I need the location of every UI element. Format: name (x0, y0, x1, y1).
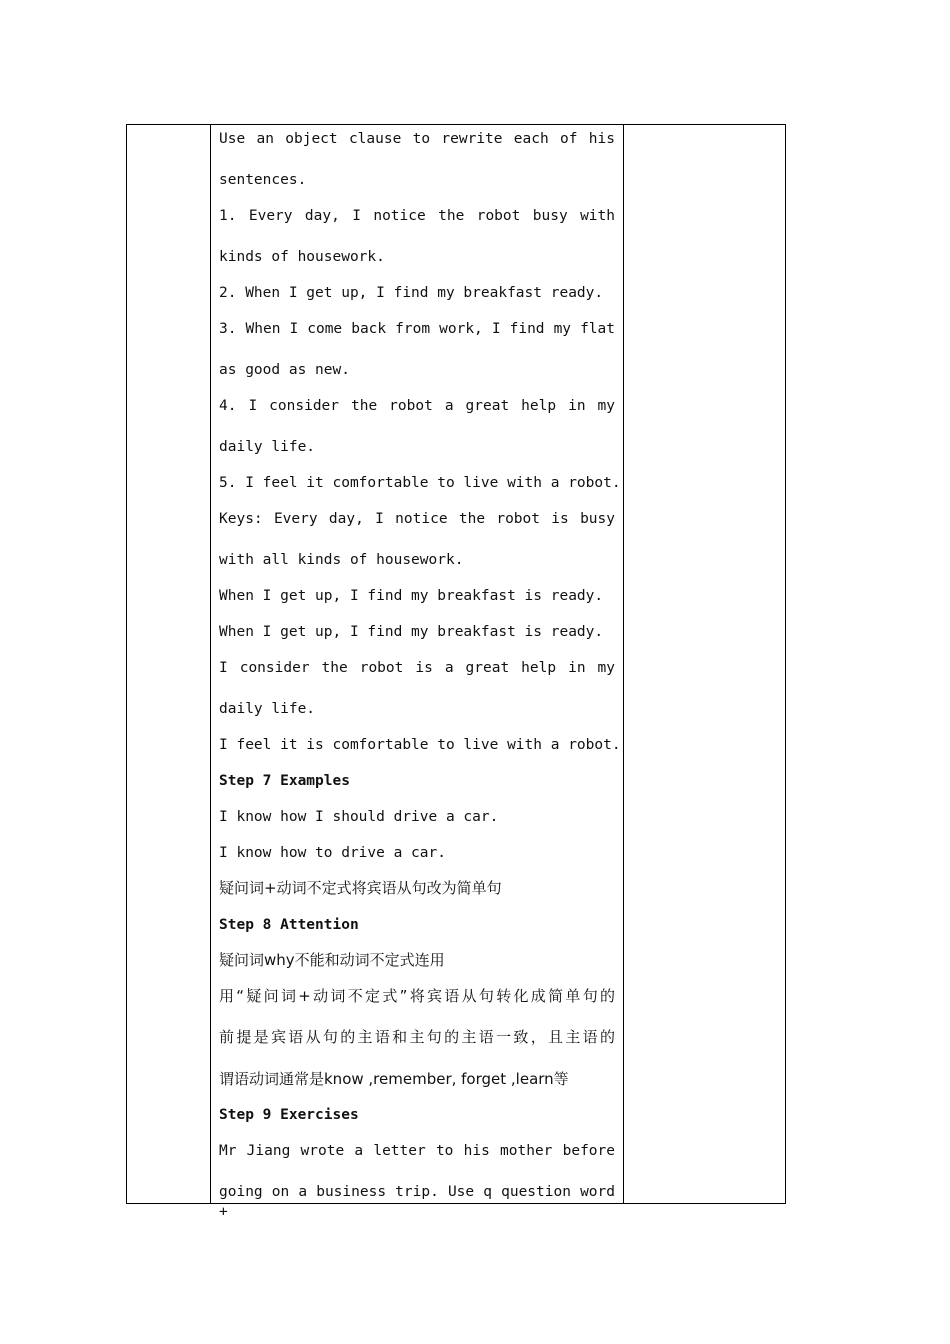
text-line: Mr Jiang wrote a letter to his mother before (219, 1143, 615, 1159)
text-line: daily life. (219, 701, 316, 717)
column-divider (623, 125, 624, 1203)
text-line: going on a business trip. Use q question word + (219, 1184, 615, 1220)
text-line: with all kinds of housework. (219, 552, 464, 568)
text-line: 前提是宾语从句的主语和主句的主语一致，且主语的 (219, 1028, 615, 1046)
text-line: I consider the robot is a great help in my (219, 660, 615, 676)
step-heading: Step 7 Examples (219, 773, 350, 789)
text-line: 疑问词+动词不定式将宾语从句改为简单句 (219, 879, 502, 897)
text-line: 用“疑问词+动词不定式”将宾语从句转化成简单句的 (219, 987, 615, 1005)
text-line: Use an object clause to rewrite each of his (219, 131, 615, 147)
text-line: daily life. (219, 439, 316, 455)
lesson-table (126, 124, 786, 1220)
text-line: as good as new. (219, 362, 350, 378)
text-line: Keys: Every day, I notice the robot is busy (219, 511, 615, 527)
step-heading: Step 9 Exercises (219, 1107, 359, 1123)
text-line: 疑问词why不能和动词不定式连用 (219, 951, 445, 969)
text-line: 4. I consider the robot a great help in my (219, 398, 615, 414)
text-line: I know how to drive a car. (219, 845, 446, 861)
text-line: 3. When I come back from work, I find my flat (219, 321, 615, 337)
text-line: I feel it is comfortable to live with a robot. (219, 737, 621, 753)
text-line: 5. I feel it comfortable to live with a robot. (219, 475, 621, 491)
text-line: kinds of housework. (219, 249, 385, 265)
text-line: sentences. (219, 172, 307, 188)
text-line: When I get up, I find my breakfast is ready. (219, 588, 604, 604)
content-column (210, 125, 623, 1220)
text-line: 1. Every day, I notice the robot busy with (219, 208, 615, 224)
text-line: I know how I should drive a car. (219, 809, 499, 825)
text-line: When I get up, I find my breakfast is ready. (219, 624, 604, 640)
step-heading: Step 8 Attention (219, 917, 359, 933)
text-line: 谓语动词通常是know ,remember, forget ,learn等 (219, 1070, 569, 1088)
text-line: 2. When I get up, I find my breakfast ready. (219, 285, 604, 301)
